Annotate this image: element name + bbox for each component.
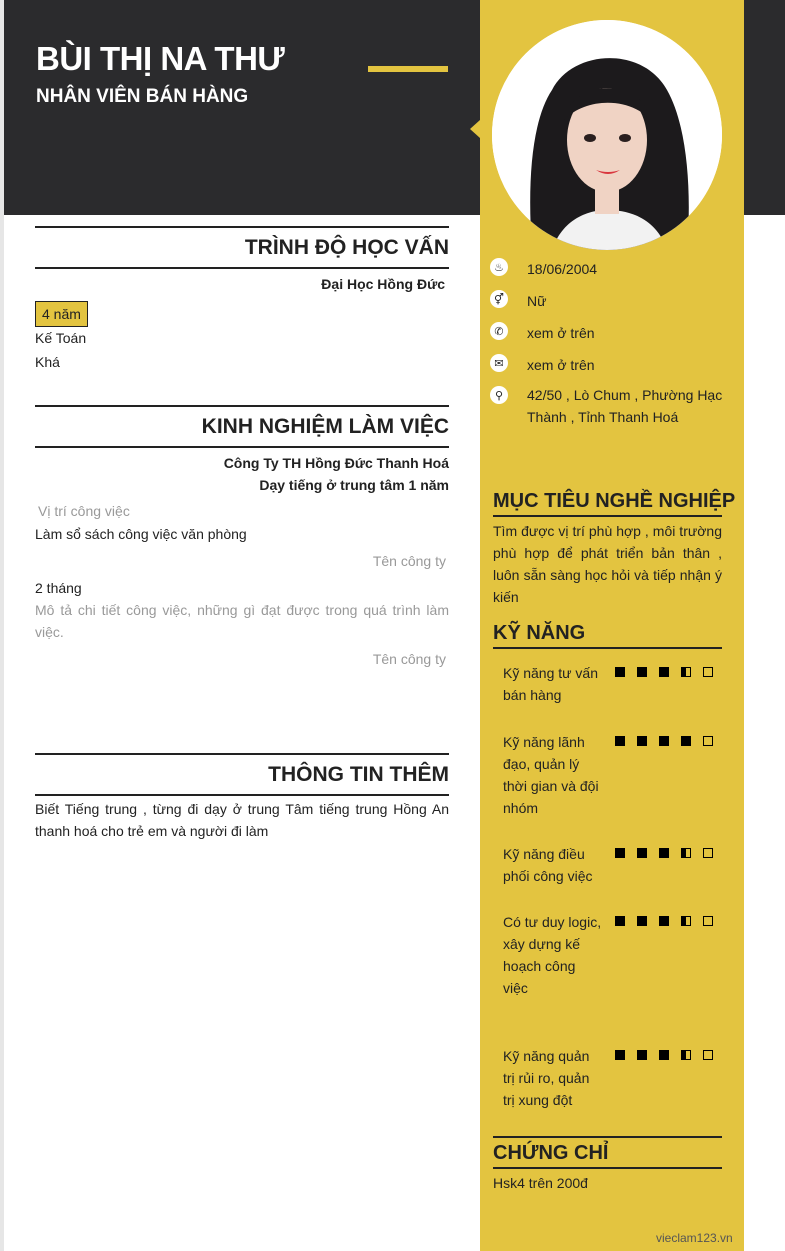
skill-level-dot xyxy=(659,667,669,677)
experience-duration: 2 tháng xyxy=(35,580,82,596)
skill-level-dot xyxy=(637,848,647,858)
company-name: Công Ty TH Hồng Đức Thanh Hoá xyxy=(223,455,449,471)
contact-email xyxy=(490,354,727,376)
skill-level-dot xyxy=(615,1050,625,1060)
company-placeholder-2: Tên công ty xyxy=(372,651,446,667)
skill-item xyxy=(503,1045,723,1111)
skill-level-dot xyxy=(615,848,625,858)
skill-level-dot xyxy=(703,667,713,677)
job-title: NHÂN VIÊN BÁN HÀNG xyxy=(36,86,249,107)
skill-level-dot xyxy=(637,736,647,746)
skill-level-dot xyxy=(615,736,625,746)
skill-level-indicator xyxy=(615,1050,725,1060)
avatar-portrait-icon xyxy=(492,20,722,250)
education-section xyxy=(35,226,449,373)
additional-text: Biết Tiếng trung , từng đi dạy ở trung Tâm tiếng trung Hồng An thanh hoá cho trẻ em và người đi làm xyxy=(35,801,449,839)
additional-title: THÔNG TIN THÊM xyxy=(35,753,449,796)
avatar xyxy=(492,20,722,250)
skill-level-indicator xyxy=(615,916,725,926)
title-accent-bar xyxy=(368,66,448,72)
skill-level-dot xyxy=(681,667,691,677)
email-icon: ✉ xyxy=(490,354,508,372)
skills-title: KỸ NĂNG xyxy=(493,622,722,649)
skill-level-dot xyxy=(659,848,669,858)
skill-item xyxy=(503,731,723,819)
company-placeholder-1: Tên công ty xyxy=(372,553,446,569)
certificates-title: CHỨNG CHỈ xyxy=(493,1142,722,1169)
skill-level-dot xyxy=(659,1050,669,1060)
contact-gender xyxy=(490,290,727,312)
skill-level-dot xyxy=(681,736,691,746)
education-grade: Khá xyxy=(35,354,60,370)
contact-text: 42/50 , Lò Chum , Phường Hạc Thành , Tỉnh Thanh Hoá xyxy=(527,387,723,425)
experience-section xyxy=(35,405,449,670)
education-duration-badge: 4 năm xyxy=(35,301,88,327)
skill-level-dot xyxy=(659,736,669,746)
skill-level-indicator xyxy=(615,667,725,677)
skill-item xyxy=(503,843,723,887)
experience-title: KINH NGHIỆM LÀM VIỆC xyxy=(35,405,449,448)
skill-name: Kỹ năng điều phối công việc xyxy=(503,846,593,884)
contact-phone xyxy=(490,322,727,344)
skill-level-dot xyxy=(681,848,691,858)
objective-title: MỤC TIÊU NGHỀ NGHIỆP xyxy=(493,490,722,517)
phone-icon: ✆ xyxy=(490,322,508,340)
gender-icon: ⚥ xyxy=(490,290,508,308)
birthday-cake-icon: ♨ xyxy=(490,258,508,276)
skills-section xyxy=(493,622,722,649)
task-line: Làm sổ sách công việc văn phòng xyxy=(35,526,247,542)
skill-level-dot xyxy=(703,736,713,746)
candidate-name: BÙI THỊ NA THƯ xyxy=(36,40,285,77)
skill-level-indicator xyxy=(615,736,725,746)
objective-section xyxy=(493,490,736,608)
skill-name: Kỹ năng quản trị rủi ro, quản trị xung đột xyxy=(503,1048,590,1108)
contact-text: xem ở trên xyxy=(527,357,595,373)
school-name: Đại Học Hồng Đức xyxy=(321,276,445,292)
role-line: Dạy tiếng ở trung tâm 1 năm xyxy=(259,477,449,493)
skill-level-dot xyxy=(703,916,713,926)
skill-level-dot xyxy=(659,916,669,926)
skill-name: Kỹ năng lãnh đạo, quản lý thời gian và đội nhóm xyxy=(503,734,599,816)
skill-level-dot xyxy=(703,848,713,858)
skill-item xyxy=(503,662,723,706)
skill-level-indicator xyxy=(615,848,725,858)
skill-level-dot xyxy=(637,1050,647,1060)
skill-level-dot xyxy=(615,667,625,677)
objective-text: Tìm được vị trí phù hợp , môi trường phù hợp để phát triển bản thân , luôn sẵn sàng học hỏi và tiếp nhận ý kiến xyxy=(493,523,722,605)
skill-level-dot xyxy=(615,916,625,926)
sidebar-pointer xyxy=(470,120,480,138)
position-placeholder: Vị trí công việc xyxy=(38,503,130,519)
footer-watermark: vieclam123.vn xyxy=(656,1231,733,1245)
contact-text: xem ở trên xyxy=(527,325,595,341)
location-pin-icon: ⚲ xyxy=(490,386,508,404)
education-major: Kế Toán xyxy=(35,330,87,346)
contact-text: 18/06/2004 xyxy=(527,261,598,277)
skill-name: Kỹ năng tư vấn bán hàng xyxy=(503,665,598,703)
certificates-text: Hsk4 trên 200đ xyxy=(493,1175,588,1191)
contact-address xyxy=(490,384,727,428)
skill-item xyxy=(503,911,723,999)
skill-level-dot xyxy=(681,916,691,926)
skill-level-dot xyxy=(703,1050,713,1060)
skill-name: Có tư duy logic, xây dựng kế hoạch công việc xyxy=(503,914,602,996)
skill-level-dot xyxy=(637,916,647,926)
certificates-section xyxy=(493,1136,722,1194)
additional-section xyxy=(35,753,449,842)
skill-level-dot xyxy=(637,667,647,677)
contact-text: Nữ xyxy=(527,293,547,309)
description-placeholder: Mô tả chi tiết công việc, những gì đạt được trong quá trình làm việc. xyxy=(35,602,449,640)
contact-birthday xyxy=(490,258,727,280)
education-title: TRÌNH ĐỘ HỌC VẤN xyxy=(35,226,449,269)
skill-level-dot xyxy=(681,1050,691,1060)
